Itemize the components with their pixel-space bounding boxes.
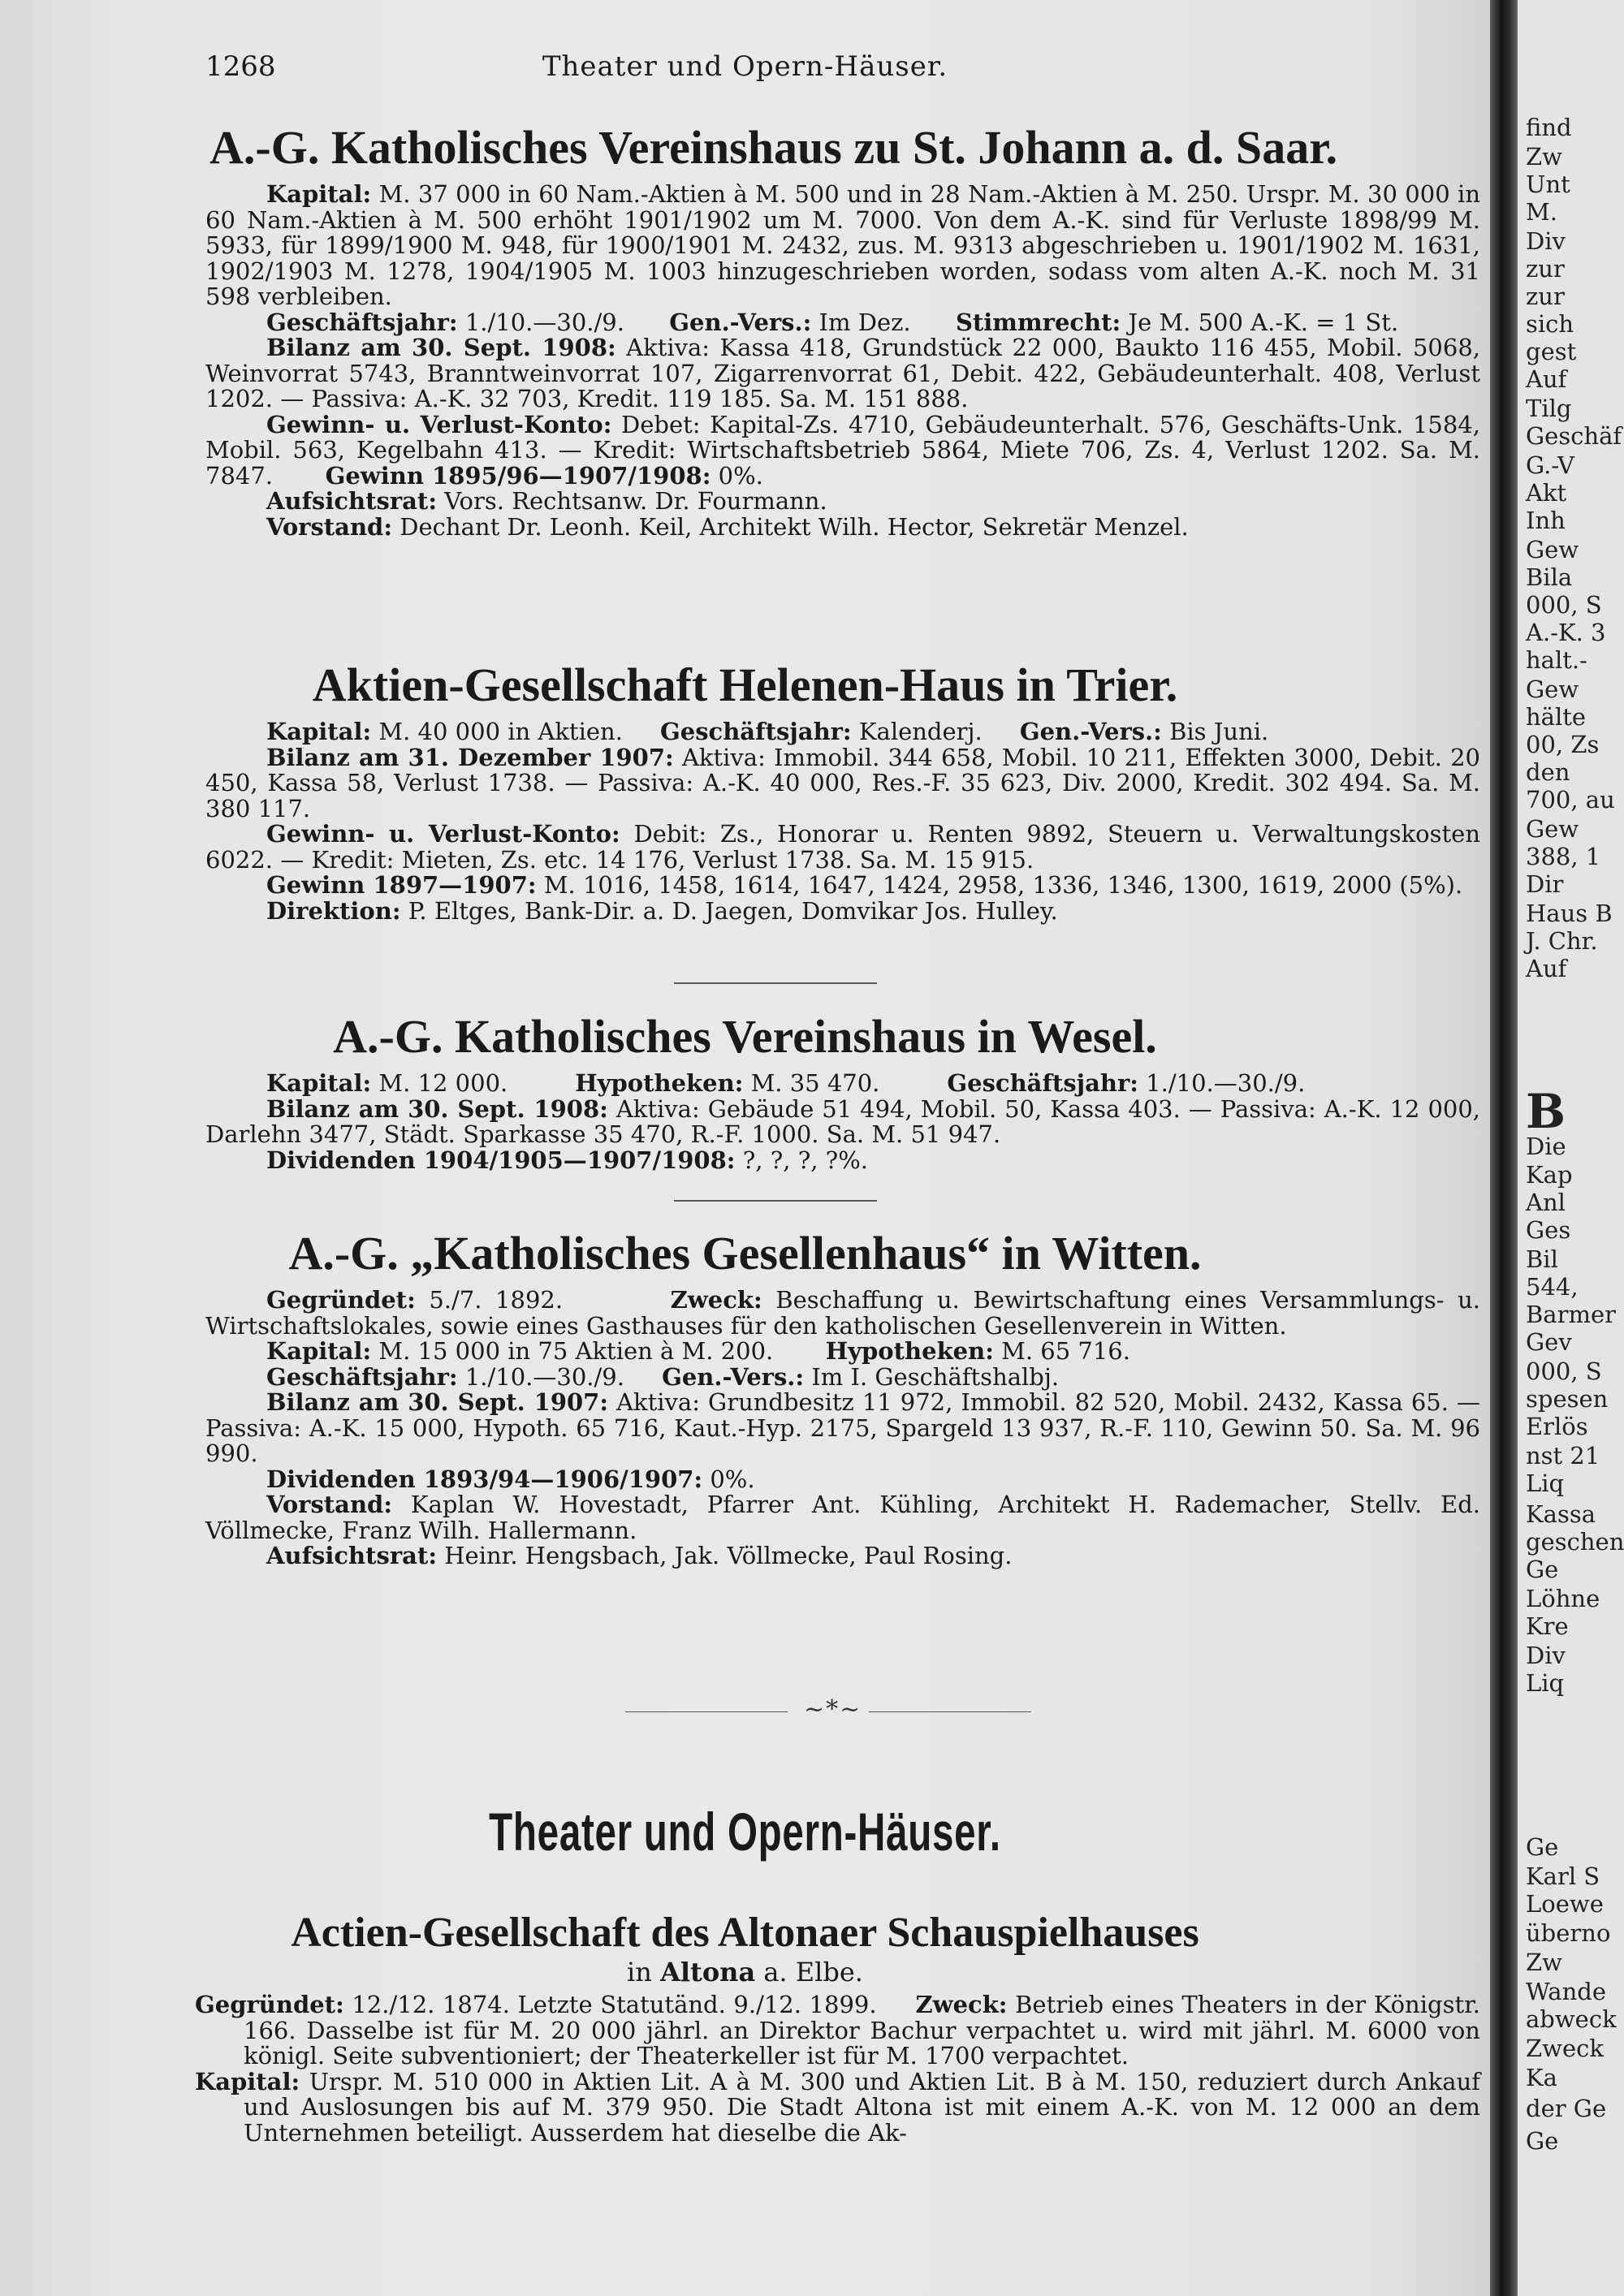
right-page-fragment: G.-V: [1526, 451, 1574, 479]
label-hypotheken: Hypotheken:: [575, 1069, 744, 1097]
right-page-fragment: find: [1526, 114, 1572, 141]
right-page-fragment: A.-K. 3: [1526, 619, 1606, 646]
label-dividenden: Dividenden 1893/94—1906/1907:: [266, 1465, 703, 1493]
entry-subtitle: [0, 1957, 1490, 1987]
right-page-fragment: spesen: [1526, 1385, 1609, 1413]
label-gv-konto: Gewinn- u. Verlust-Konto:: [266, 410, 612, 438]
text-hypotheken: M. 35 470.: [750, 1069, 880, 1097]
text-gen-vers: Im I. Geschäftshalbj.: [811, 1362, 1060, 1391]
right-page-fragment: J. Chr.: [1526, 927, 1598, 955]
label-geschaeftsjahr: Geschäftsjahr:: [947, 1069, 1138, 1097]
right-page-fragment: 000, S: [1526, 1357, 1602, 1385]
label-kapital: Kapital:: [195, 2067, 300, 2095]
right-page-fragment: Dir: [1526, 870, 1564, 898]
right-page-fragment: Kap: [1526, 1161, 1573, 1189]
right-page-fragment: Bila: [1526, 563, 1573, 591]
right-page-fragment: Gev: [1526, 1328, 1572, 1356]
right-page-fragment: Liq: [1526, 1669, 1565, 1697]
label-bilanz: Bilanz am 30. Sept. 1907:: [266, 1388, 609, 1416]
entry-body: [205, 719, 1480, 924]
right-page-fragment: halt.-: [1526, 646, 1587, 674]
label-gewinn: Gewinn 1895/96—1907/1908:: [325, 461, 711, 490]
text-geschaeftsjahr: 1./10.—30./9.: [464, 1362, 624, 1391]
text-aufsichtsrat: Heinr. Hengsbach, Jak. Völlmecke, Paul Rosing.: [444, 1542, 1013, 1569]
label-aufsichtsrat: Aufsichtsrat:: [266, 487, 438, 515]
right-page-fragment: Gew: [1526, 675, 1579, 703]
label-bilanz: Bilanz am 30. Sept. 1908:: [266, 334, 616, 361]
label-stimmrecht: Stimmrecht:: [955, 308, 1121, 336]
text-gv-konto: Debit: Zs., Honorar u. Renten 9892, Steuern u. Verwaltungskosten 6022. — Kredit: Mieten, Zs. etc. 14 176, Verlust 1738. Sa. M. 15 915.: [205, 820, 1480, 874]
text-bilanz: Aktiva: Gebäude 51 494, Mobil. 50, Kassa 403. — Passiva: A.-K. 12 000, Darlehn 3477, Städt. Sparkasse 35 470, R.-F. 1000. Sa. M. 51 947.: [205, 1094, 1481, 1148]
right-page-fragment: hälte: [1526, 703, 1587, 731]
text-geschaeftsjahr: Kalenderj.: [858, 718, 983, 745]
label-zweck: Zweck:: [915, 1991, 1008, 2018]
label-zweck: Zweck:: [670, 1286, 762, 1314]
text-hypotheken: M. 65 716.: [1001, 1337, 1130, 1365]
text-kapital: Urspr. M. 510 000 in Aktien Lit. A à M. 300 und Aktien Lit. B à M. 150, reduziert durch Ankauf und Auslosungen bis auf M. 379 950. Die Stadt Altona ist mit einem A.-K. von M. 12 000 an dem Unternehmen beteiligt. Ausserdem hat dieselbe die Ak-: [244, 2067, 1481, 2147]
right-page-fragment: Kre: [1526, 1612, 1569, 1640]
text-gen-vers: Bis Juni.: [1169, 718, 1269, 745]
right-page-fragment: 700, au: [1526, 786, 1615, 814]
entry-witten: [0, 1228, 1490, 1569]
label-gen-vers: Gen.-Vers.:: [662, 1362, 805, 1391]
text-bilanz: Aktiva: Grundbesitz 11 972, Immobil. 82 520, Mobil. 2432, Kassa 65. — Passiva: A.-K. 15 000, Hypoth. 65 716, Kaut.-Hyp. 2175, Spargeld 13 937, R.-F. 110, Gewinn 50. Sa. M. 96 990.: [205, 1388, 1481, 1467]
right-page-fragment: zur: [1526, 255, 1565, 283]
label-gewinn: Gewinn 1897—1907:: [266, 871, 537, 899]
right-page-fragment: Zweck: [1526, 2035, 1604, 2062]
text-kapital: M. 37 000 in 60 Nam.-Aktien à M. 500 und in 28 Nam.-Aktien à M. 250. Urspr. M. 30 000 in 60 Nam.-Aktien à M. 500 erhöht 1901/1902 um M. 7000. Von dem A.-K. sind für Verluste 1898/99 M. 5933, für 1899/1900 M. 948, für 1900/1901 M. 2432, zus. M. 9313 abgeschrieben u. 1901/1902 M. 1631, 1902/1903 M. 1278, 1904/1905 M. 1003 hinzugeschrieben worden, sodass vom alten A.-K. noch M. 31 598 verbleiben.: [205, 180, 1480, 310]
right-page-fragment: 388, 1: [1526, 843, 1601, 870]
right-page-fragment: Haus B: [1526, 900, 1613, 927]
label-vorstand: Vorstand:: [266, 512, 393, 541]
running-title: Theater und Opern-Häuser.: [542, 50, 948, 83]
text-gewinn: 0%.: [718, 461, 763, 490]
right-page-fragment: Auf: [1526, 955, 1567, 982]
label-gen-vers: Gen.-Vers.:: [1019, 718, 1162, 745]
right-page-fragment: Div: [1526, 1642, 1566, 1669]
ornament-icon: ~*~: [804, 1695, 862, 1724]
right-page-fragment: Karl S: [1526, 1862, 1600, 1890]
text-dividenden: 0%.: [710, 1465, 755, 1493]
text-stimmrecht: Je M. 500 A.-K. = 1 St.: [1128, 308, 1399, 336]
label-dividenden: Dividenden 1904/1905—1907/1908:: [266, 1146, 736, 1174]
text-gv-konto: Debet: Kapital-Zs. 4710, Gebäudeunterhalt. 576, Geschäfts-Unk. 1584, Mobil. 563, Kegelbahn 413. — Kredit: Wirtschaftsbetrieb 5864, Miete 706, Zs. 4, Verlust 1202. Sa. M. 7847.: [205, 410, 1480, 490]
right-page-fragment: Liq: [1526, 1470, 1565, 1497]
label-bilanz: Bilanz am 31. Dezember 1907:: [266, 743, 674, 771]
text-geschaeftsjahr: 1./10.—30./9.: [1146, 1069, 1306, 1097]
right-page-fragment: M.: [1526, 198, 1557, 226]
right-page-fragment: Tilg: [1526, 395, 1572, 422]
text-kapital: M. 40 000 in Aktien.: [378, 718, 623, 745]
right-page-fragment: abweck: [1526, 2005, 1617, 2033]
right-page-fragment: Ge: [1526, 2127, 1559, 2155]
right-page-fragment: Ge: [1526, 1556, 1559, 1583]
section-title: Theater und Opern-Häuser.: [489, 1802, 1001, 1862]
right-page-fragment: Kassa: [1526, 1500, 1596, 1528]
text-zweck: Beschaffung u. Bewirtschaftung eines Versammlungs- u. Wirtschaftslokales, sowie eines Gasthauses für den katholischen Gesellenverein in Witten.: [205, 1286, 1480, 1340]
text-kapital: M. 12 000.: [378, 1069, 508, 1097]
right-page-fragment: überno: [1526, 1919, 1611, 1947]
right-page-fragment: Ge: [1526, 1833, 1559, 1861]
right-page-fragment: sich: [1526, 310, 1574, 338]
subtitle-city: Altona: [660, 1957, 756, 1987]
entry-title: A.-G. „Katholisches Gesellenhaus“ in Witten.: [288, 1227, 1202, 1280]
entry-body: [205, 182, 1480, 540]
right-page-fragment: Unt: [1526, 170, 1570, 198]
right-page-fragment: 544,: [1526, 1273, 1579, 1301]
label-kapital: Kapital:: [266, 1337, 372, 1365]
right-page-fragment: der Ge: [1526, 2095, 1607, 2122]
subtitle-pre: in: [627, 1957, 652, 1987]
entry-body: [195, 1992, 1480, 2146]
right-page-fragment: Gew: [1526, 815, 1579, 843]
text-direktion: P. Eltges, Bank-Dir. a. D. Jaegen, Domvikar Jos. Hulley.: [408, 896, 1058, 925]
text-kapital: M. 15 000 in 75 Aktien à M. 200.: [378, 1337, 774, 1365]
right-page-fragment: Barmer: [1526, 1301, 1616, 1328]
right-page-fragment: Erlös: [1526, 1413, 1588, 1440]
label-geschaeftsjahr: Geschäftsjahr:: [266, 1362, 458, 1391]
text-gen-vers: Im Dez.: [818, 308, 911, 336]
entry-title: Actien-Gesellschaft des Altonaer Schauspielhauses: [291, 1910, 1199, 1956]
label-aufsichtsrat: Aufsichtsrat:: [266, 1542, 438, 1569]
entry-helenen-haus: [0, 659, 1490, 924]
text-dividenden: ?, ?, ?, ?%.: [742, 1146, 868, 1174]
right-page-fragment: 00, Zs: [1526, 731, 1600, 758]
right-page-fragment: Ka: [1526, 2064, 1557, 2091]
right-page-fragment: Gew: [1526, 536, 1579, 563]
text-vorstand: Dechant Dr. Leonh. Keil, Architekt Wilh. Hector, Sekretär Menzel.: [400, 512, 1189, 541]
entry-title: A.-G. Katholisches Vereinshaus zu St. Johann a. d. Saar.: [209, 121, 1338, 174]
label-bilanz: Bilanz am 30. Sept. 1908:: [266, 1094, 608, 1123]
text-gegruendet: 5./7. 1892.: [429, 1286, 564, 1314]
label-hypotheken: Hypotheken:: [825, 1337, 994, 1365]
entry-body: [205, 1288, 1480, 1569]
ornament-rule-left: [625, 1711, 788, 1712]
text-bilanz: Aktiva: Immobil. 344 658, Mobil. 10 211, Effekten 3000, Debit. 20 450, Kassa 58, Verlust 1738. — Passiva: A.-K. 40 000, Res.-F. 35 623, Div. 2000, Kredit. 302 494. Sa. M. 380 117.: [205, 743, 1480, 822]
entry-wesel: [0, 1011, 1490, 1173]
text-geschaeftsjahr: 1./10.—30./9.: [464, 308, 624, 336]
text-bilanz: Aktiva: Kassa 418, Grundstück 22 000, Baukto 116 455, Mobil. 5068, Weinvorrat 5743, Branntweinvorrat 107, Zigarrenvorrat 61, Debit. 422, Gebäudeunterhalt. 408, Verlust 1202. — Passiva: A.-K. 32 703, Kredit. 119 185. Sa. M. 151 888.: [205, 334, 1480, 412]
page-number: 1268: [205, 50, 276, 83]
right-page-fragment: Löhne: [1526, 1585, 1600, 1612]
right-page-fragment: Zw: [1526, 143, 1562, 170]
label-gv-konto: Gewinn- u. Verlust-Konto:: [266, 820, 620, 848]
entry-altona: [0, 1910, 1490, 2146]
text-aufsichtsrat: Vors. Rechtsanw. Dr. Fourmann.: [444, 487, 827, 515]
right-page-fragment: Auf: [1526, 365, 1567, 393]
label-geschaeftsjahr: Geschäftsjahr:: [660, 718, 852, 745]
right-page-fragment: B: [1526, 1084, 1566, 1139]
right-page-fragment: Akt: [1526, 479, 1567, 507]
text-vorstand: Kaplan W. Hovestadt, Pfarrer Ant. Kühling, Architekt H. Rademacher, Stellv. Ed. Völlmecke, Franz Wilh. Hallermann.: [205, 1491, 1481, 1544]
label-kapital: Kapital:: [266, 180, 372, 208]
right-page-fragment: Bil: [1526, 1245, 1558, 1273]
right-page-fragment: Inh: [1526, 507, 1566, 534]
label-gegruendet: Gegründet:: [266, 1286, 416, 1314]
label-gegruendet: Gegründet:: [195, 1991, 344, 2018]
text-gewinn: M. 1016, 1458, 1614, 1647, 1424, 2958, 1336, 1346, 1300, 1619, 2000 (5%).: [543, 871, 1463, 899]
right-page-fragment: Ges: [1526, 1216, 1571, 1244]
label-geschaeftsjahr: Geschäftsjahr:: [266, 308, 458, 336]
label-kapital: Kapital:: [266, 718, 372, 745]
adjacent-page-fragment: [1518, 0, 1624, 2296]
right-page-fragment: zur: [1526, 283, 1565, 310]
label-kapital: Kapital:: [266, 1069, 372, 1097]
right-page-fragment: gest: [1526, 338, 1577, 365]
right-page-fragment: Wande: [1526, 1978, 1606, 2005]
text-zweck: Betrieb eines Theaters in der Königstr. 166. Dasselbe ist für M. 20 000 jährl. an Direktor Bachur verpachtet u. wird mit jährl. M. 6000 von königl. Seite subventioniert; der Theaterkeller ist für M. 1700 verpachtet.: [244, 1991, 1480, 2069]
right-page-fragment: Loewe: [1526, 1890, 1604, 1918]
right-page-fragment: nst 21: [1526, 1442, 1600, 1470]
label-gen-vers: Gen.-Vers.:: [669, 308, 812, 336]
right-page-fragment: den: [1526, 758, 1570, 786]
entry-body: [205, 1071, 1480, 1173]
text-gegruendet: 12./12. 1874. Letzte Statutänd. 9./12. 1899.: [352, 1991, 877, 2018]
subtitle-post: a. Elbe.: [763, 1957, 863, 1987]
ornament-rule-right: [869, 1711, 1031, 1712]
separator-rule: [674, 982, 877, 984]
book-gutter: [1490, 0, 1518, 2296]
right-page-fragment: Anl: [1526, 1189, 1566, 1216]
entry-title: Aktien-Gesellschaft Helenen-Haus in Trier.: [312, 658, 1178, 711]
right-page-fragment: geschen: [1526, 1528, 1624, 1556]
label-direktion: Direktion:: [266, 896, 401, 925]
label-vorstand: Vorstand:: [266, 1491, 393, 1518]
separator-rule: [674, 1200, 877, 1202]
entry-st-johann: [0, 122, 1490, 540]
right-page-fragment: Zw: [1526, 1949, 1562, 1976]
right-page-fragment: Div: [1526, 227, 1566, 255]
right-page-fragment: Geschäf: [1526, 422, 1622, 450]
right-page-fragment: Die: [1526, 1133, 1566, 1160]
entry-title: A.-G. Katholisches Vereinshaus in Wesel.: [333, 1010, 1157, 1063]
right-page-fragment: 000, S: [1526, 591, 1602, 619]
